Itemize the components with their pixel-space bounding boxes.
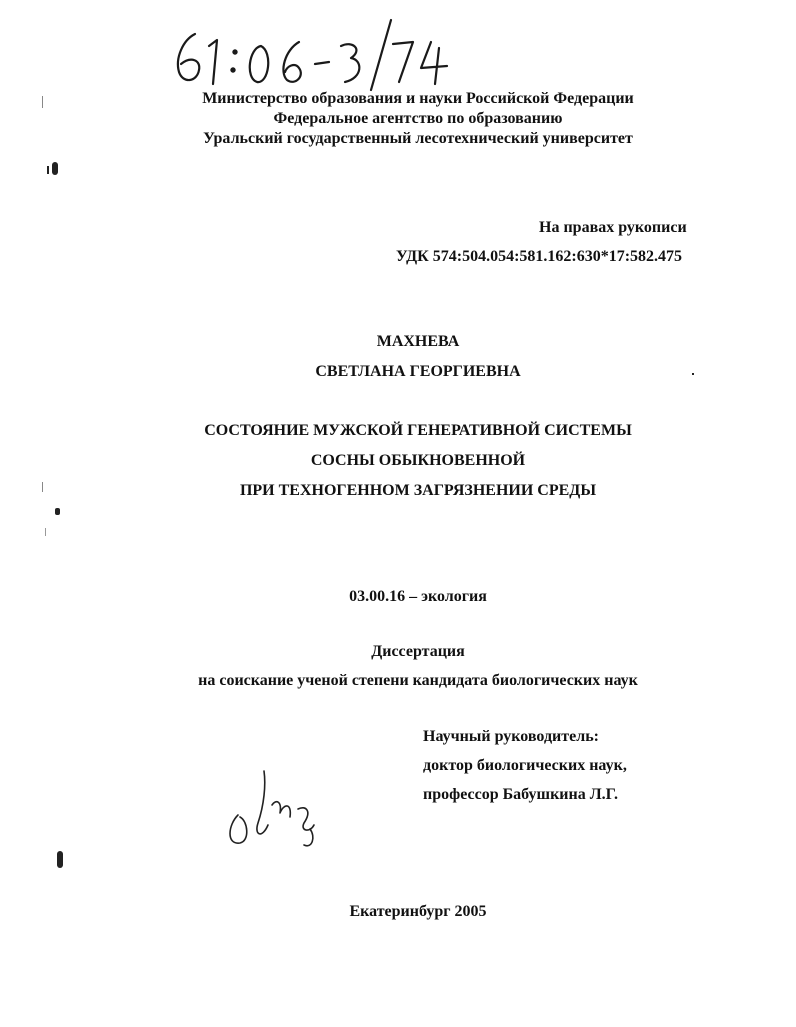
place-and-year: Екатеринбург 2005 [349,903,487,920]
title-line-2: СОСНЫ ОБЫКНОВЕННОЙ [310,452,526,469]
title-line-3: ПРИ ТЕХНОГЕННОМ ЗАГРЯЗНЕНИИ СРЕДЫ [239,482,597,499]
scan-speck [55,508,60,515]
supervisor-degree: доктор биологических наук, [423,757,627,774]
udc-code: УДК 574:504.054:581.162:630*17:582.475 [396,248,683,265]
scan-speck [57,851,63,868]
document-type: Диссертация [371,643,465,660]
supervisor-name: профессор Бабушкина Л.Г. [423,786,619,803]
author-given-names: СВЕТЛАНА ГЕОРГИЕВНА [315,363,521,380]
scan-speck [45,528,46,536]
scan-speck [52,162,58,175]
specialty-code: 03.00.16 – экология [349,588,487,605]
scan-speck [42,96,43,108]
supervisor-heading: Научный руководитель: [423,728,599,745]
author-surname: МАХНЕВА [376,333,460,350]
rights-notice: На правах рукописи [539,219,687,236]
scan-speck [47,166,49,174]
title-line-1: СОСТОЯНИЕ МУЖСКОЙ ГЕНЕРАТИВНОЙ СИСТЕМЫ [204,422,632,439]
university-line: Уральский государственный лесотехнический университет [203,130,633,147]
scan-speck [42,482,43,492]
degree-purpose: на соискание ученой степени кандидата биологических наук [198,672,638,689]
handwritten-signature [218,765,328,855]
scan-speck [692,373,694,375]
agency-line: Федеральное агентство по образованию [273,110,563,127]
handwritten-archive-code [165,12,455,92]
ministry-line: Министерство образования и науки Российской Федерации [202,90,634,107]
